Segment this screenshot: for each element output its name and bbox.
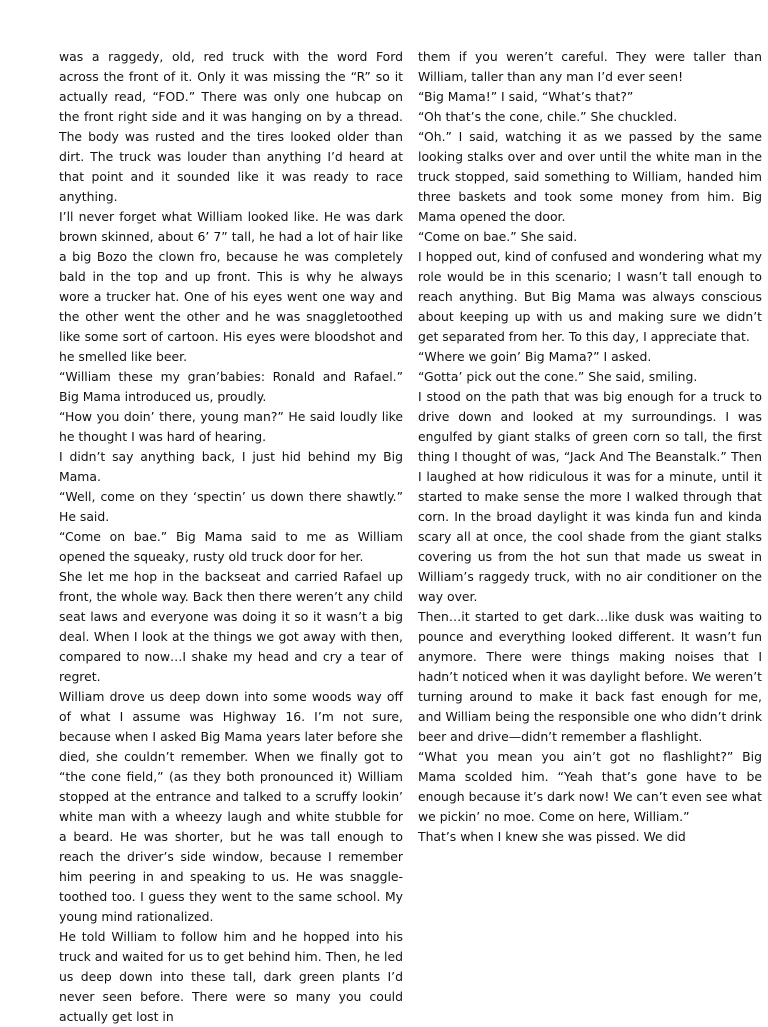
paragraph: was a raggedy, old, red truck with the word Ford across the front of it. Only it was missing the “R” so it actually read, “FOD.” There was only one hubcap on the front right side and it was hanging on by a thread. The body was rusted and the tires looked older than dirt. The truck was louder than anything I’d heard at that point and it sounded like it was ready to race anything. <box>59 49 403 204</box>
paragraph: “Come on bae.” She said. <box>418 229 578 244</box>
paragraph: I’ll never forget what William looked like. He was dark brown skinned, about 6’ 7” tall, he had a lot of hair like a big Bozo the clown fro, because he was completely bald in the top and up front. This is why he always wore a trucker hat. One of his eyes went one way and the other went the other and he was snaggletoothed like some sort of cartoon. His eyes were bloodshot and he smelled like beer. <box>59 209 403 364</box>
paragraph: “Oh.” I said, watching it as we passed by the same looking stalks over and over until the white man in the truck stopped, said something to William, handed him three baskets and took some money from him. Big Mama opened the door. <box>418 129 762 224</box>
paragraph: “Oh that’s the cone, chile.” She chuckled. <box>418 109 678 124</box>
paragraph: “Big Mama!” I said, “What’s that?” <box>418 89 634 104</box>
paragraph: “Gotta’ pick out the cone.” She said, smiling. <box>418 369 698 384</box>
paragraph: them if you weren’t careful. They were taller than William, taller than any man I’d ever seen! <box>418 49 762 84</box>
paragraph: “How you doin’ there, young man?” He said loudly like he thought I was hard of hearing. <box>59 409 403 444</box>
right-text-column <box>418 47 762 847</box>
paragraph: “Where we goin’ Big Mama?” I asked. <box>418 349 652 364</box>
paragraph: Then…it started to get dark…like dusk was waiting to pounce and everything looked different. It wasn’t fun anymore. There were things making noises that I hadn’t noticed when it was daylight before. We weren’t turning around to make it back fast enough for me, and William being the responsible one who didn’t drink beer and drive—didn’t remember a flashlight. <box>418 609 762 744</box>
paragraph: William drove us deep down into some woods way off of what I assume was Highway 16. I’m not sure, because when I asked Big Mama years later before she died, she couldn’t remember. When we finally got to “the cone field,” (as they both pronounced it) William stopped at the entrance and talked to a scruffy lookin’ white man with a wheezy laugh and white stubble for a beard. He was shorter, but he was tall enough to reach the driver’s side window, because I remember him peering in and speaking to us. He was snaggle-toothed too. I guess they went to the same school. My young mind rationalized. <box>59 689 403 924</box>
paragraph: “Well, come on they ‘spectin’ us down there shawtly.” He said. <box>59 489 403 524</box>
paragraph: “What you mean you ain’t got no flashlight?” Big Mama scolded him. “Yeah that’s gone have to be enough because it’s dark now! We can’t even see what we pickin’ no moe. Come on here, William.” <box>418 749 762 824</box>
paragraph: That’s when I knew she was pissed. We did <box>418 829 686 844</box>
paragraph: She let me hop in the backseat and carried Rafael up front, the whole way. Back then there weren’t any child seat laws and everyone was doing it so it wasn’t a big deal. When I look at the things we got away with then, compared to now…I shake my head and cry a tear of regret. <box>59 569 403 684</box>
paragraph: I didn’t say anything back, I just hid behind my Big Mama. <box>59 449 403 484</box>
paragraph: “Come on bae.” Big Mama said to me as William opened the squeaky, rusty old truck door for her. <box>59 529 403 564</box>
paragraph: I stood on the path that was big enough for a truck to drive down and looked at my surroundings. I was engulfed by giant stalks of green corn so tall, the first thing I thought of was, “Jack And The Beanstalk.” Then I laughed at how ridiculous it was for a minute, until it started to make sense the more I walked through that corn. In the broad daylight it was kinda fun and kinda scary all at once, the cool shade from the giant stalks covering us from the hot sun that made us sweat in William’s raggedy truck, with no air conditioner on the way over. <box>418 389 762 604</box>
paragraph: He told William to follow him and he hopped into his truck and waited for us to get behind him. Then, he led us deep down into these tall, dark green plants I’d never seen before. There were so many you could actually get lost in <box>59 929 403 1024</box>
left-text-column <box>59 47 403 1027</box>
paragraph: I hopped out, kind of confused and wondering what my role would be in this scenario; I wasn’t tall enough to reach anything. But Big Mama was always conscious about keeping up with us and making sure we didn’t get separated from her. To this day, I appreciate that. <box>418 249 762 344</box>
paragraph: “William these my gran’babies: Ronald and Rafael.” Big Mama introduced us, proudly. <box>59 369 403 404</box>
